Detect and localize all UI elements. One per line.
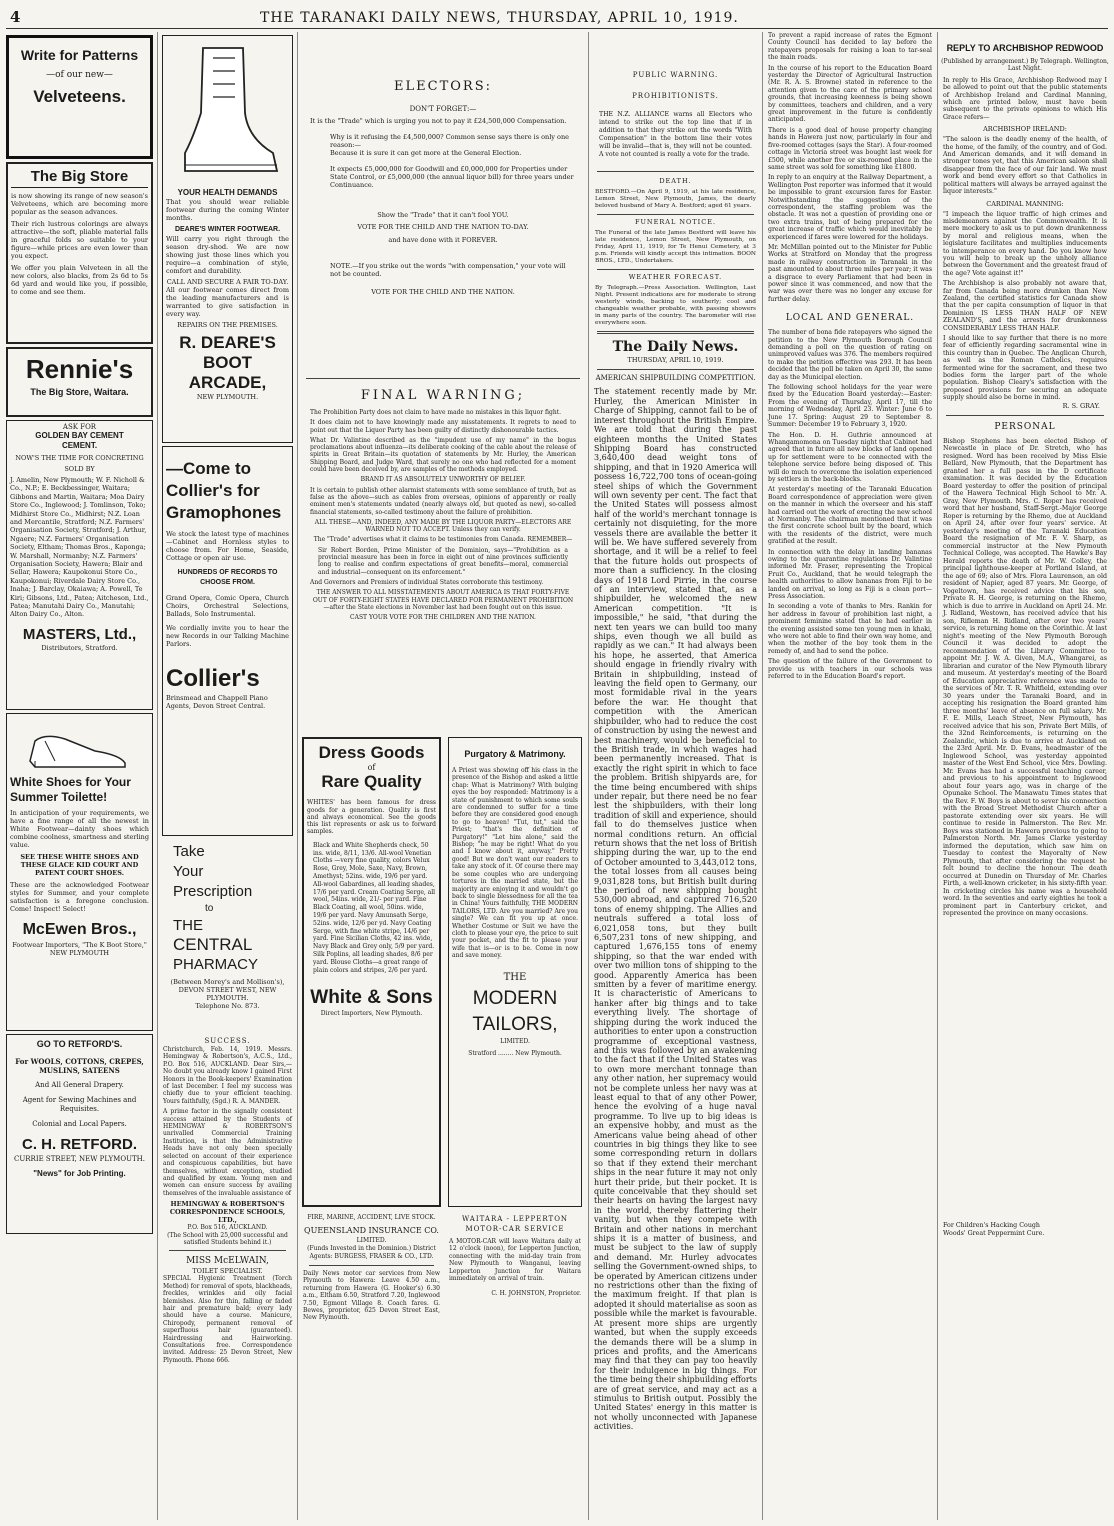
personal-body: Bishop Stephens has been elected Bishop of Newcastle in place of Dr. Stretch, who has resigned. Word has been received by Miss Elsie Bellard, New Plymouth, that the Department has granted her a full pass in the D certificate examination. It was decided by the Education Board yesterday to offer the position of principal of the Hawera Technical High School to Mr. A. Gray, New Plymouth. Mrs. C. Roper has received word that her husband, Staff-Sergt.-Major George Roper is returning by the Rhemo, due at Auckland on April 24, after over four years' service. At yesterday's meeting of the Taranaki Education Board the resignation of Mr. F. V. Sharp, as commercial instructor at the New Plymouth Technical College, was accepted. The Hawke's Bay Herald reports the death of Mr. W. Colley, the principal lighthouse-keeper at Portland Island, at the age of 69; also of Mrs. Flora Laurenson, an old resident of Napier, aged 87 years. Mr. George, of Vogeltown, has received advice that his son, Private R. H. George, is returning on the Rhemo, which is due to arrive in Auckland on April 24. Mr. J. Ridland, Westown, has received advice that his son, Rifleman H. Ridland, after over two years' service, is returning home on the Corinthic. At last night's meeting of the New Plymouth Borough Council it was decided to adopt the recommendation of the Library Committee to appoint Mr. J. W. A. Given, M.A., Whangarei, as librarian and curator of the New Plymouth library and museum. At yesterday's meeting of the Board of Education appreciative reference was made to the services of Mr. T. R. Whitfield, extending over 30 years under the Taranaki Board, and in accepting his resignation the Board granted him three months' leave of absence on full salary. Mr. F. E. Mills, Leach Street, New Plymouth, has received advice that his son, Private Bert Mills, of the 32nd Reinforcements, is returning on the Zealandic, which is due to arrive at Auckland on the 23rd April. Mr. D. Evans, headmaster of the Inglewood School, was yesterday appointed master of the West End School, vice Mrs. Dowling. Mr. Evans has had a successful teaching career, and previous to his appointment to Inglewood about four years ago, was in charge of the Opunake School. The Manawatu Times states that the Rev. F. W. Boys is about to sever his connection with the Broad Street Methodist Church after a pastorate extending over six years. He will continue to reside in Palmerston. The Rev. Mr. Boys was stationed in Hawera previous to going to Palmerston North. Mr. James Clarke yesterday informed the deputation, which saw him on Tuesday to contest the Mayoralty of New Plymouth, that after considering the request he felt bound to decline the honour. The death occurred at Dunedin on Thursday of Mr. Charles Firth, a well-known cricketer, in his sixty-fifth year. In cricketing circles his name was a household word. In the seventies and early eighties he took a prominent part in Canterbury cricket, and represented the province on many occasions. xyxy=(943,437,1107,918)
retford-address: CURRIE STREET, NEW PLYMOUTH. xyxy=(14,1155,145,1163)
pharmacy-word: PHARMACY xyxy=(173,956,259,973)
electors-8: NOTE.—If you strike out the words "with compensation," your vote will not be counted. xyxy=(330,262,566,279)
masters-name: MASTERS, Ltd., xyxy=(22,625,137,643)
tailors-modern: MODERN xyxy=(472,987,558,1009)
shoes-title: White Shoes for Your Summer Toilette! xyxy=(10,775,131,804)
electors-5: Show the "Trade" that it can't fool YOU. xyxy=(377,211,509,220)
velveteens-heading: Velveteens. xyxy=(33,87,126,106)
insurance-ad xyxy=(300,1214,443,1520)
shoes-see: SEE THESE WHITE SHOES AND THESE GLACE KID COURT AND PATENT COURT SHOES. xyxy=(20,853,139,877)
lg-para-7: The question of the failure of the Government to provide us with teachers in our schools was referred to in the Education Board's report. xyxy=(768,658,932,681)
insurance-head: FIRE, MARINE, ACCIDENT, LIVE STOCK. xyxy=(307,1214,436,1221)
boot-illustration xyxy=(173,43,283,183)
your-word: Your xyxy=(173,863,204,880)
electors-7: and have done with it FOREVER. xyxy=(388,236,498,245)
death-notice: BESTFORD.—On April 9, 1919, at his late residence, Lemon Street, New Plymouth, James, the dearly beloved husband of Mary A. Bestford; aged 61 years. xyxy=(595,188,756,209)
dress-list: Black and White Shepherds check, 50 ins. wide, 8/11, 13/6. All-wool Venetian Cloths —very fine quality, colors Velux Rose, Grey, Mole, Saxe, Navy, Brown, Amethyst; 52ins. wide, 19/6 per yard. All-wool Gabardines, all leading shades, 17/6 per yard. Cream Coating Serge, all wool, 54ins. wide, 21/- per yard. Fine Black Coating, all wool, 50ins. wide, 19/6 per yard. Navy Amunsath Serge, 52ins. wide, 12/6 per yd. Navy Coating Serge, with fine white stripe, 14/6 per yard. Fine Sicilian Cloths, 42 ins. wide, Navy Black and Grey only, 5/9 per yard. Silk Poplins, all leading shades, 8/6 per yard. Blouse Cloths—a great range of plain colors and stripes, 2/6 per yard. xyxy=(313,841,436,974)
retford-agent: Agent for Sewing Machines and Requisites. xyxy=(22,1096,137,1113)
public-warning-body: THE N.Z. ALLIANCE warns all Electors who intend to strike out the top line that if in addition to that they strike out the words "With Compensation" in the bottom line their votes will be invalid—that is, they will not be counted. A vote not counted is really a vote for the trade. xyxy=(599,110,752,158)
fw-2: It does claim not to have knowingly made any misstatements. It regrets to need to point out that the Liquor Party has been guilty of distinctly dishonourable tactics. xyxy=(310,419,576,434)
purgatory-body: A Priest was showing off his class in the presence of the Bishop and asked a little chap: What is Matrimony? With bulging eyes the boy responded: Matrimony is a state of punishment to which some souls are condemned to suffer for a time before they are considered good enough to go to heaven! "Tut, tut," said the Priest; "that's the definition of Purgatory!" "Let him alone," said the Bishop; "he may be right! What do you and I know about it, anyway." Pretty good! But we don't want our readers to take any stock of it. Of course there may be some couples who are undergoing tortures in the married state, but the majority are enjoying it and wouldn't go back to single blessedness for all the tea in China! Yours faithfully, THE MODERN TAILORS, LTD. Are you married? Are you single? We can fit you up at once. Whether Costume or Suit we have the cloth to please your eye, the price to suit your pocket, and the fit to please your wife that is—or is to be. Come in now and save money. xyxy=(452,767,578,960)
column-rule xyxy=(937,32,938,1520)
to-word: to xyxy=(205,903,214,914)
big-store-title: The Big Store xyxy=(11,167,148,188)
column-rule xyxy=(762,32,763,1520)
retford-ad xyxy=(6,1034,153,1234)
prescription-word: Prescription xyxy=(173,883,253,900)
retford-papers: Colonial and Local Papers. xyxy=(32,1120,127,1128)
fw-7: The "Trade" advertises what it claims to be testimonies from Canada. REMEMBER— xyxy=(313,536,573,544)
rare-quality: Rare Quality xyxy=(321,772,422,792)
dont-forget: DON'T FORGET:— xyxy=(409,105,477,113)
dateline: THURSDAY, APRIL 10, 1919. xyxy=(627,356,724,365)
come-to: —Come to xyxy=(166,459,251,478)
lg-para-2: The following school holidays for the year were fixed by the Education Board yesterday:—Easter: From the evening of Thursday, April 17, till the morning of Wednesday, April 23. Winter: June 6 to June 17. Spring: August 29 to September 8. Summer: December 19 to February 3, 1920. xyxy=(768,384,932,429)
reply-body-2: The Archbishop is also probably not aware that, far from Canada being more drunken than New Zealand, the certified statistics for Canada show that the per capita consumption of liquor in that Dominion IS LESS THAN HALF OF NEW ZEALAND'S, and the arrests for drunkenness CONSIDERABLY LESS THAN HALF. xyxy=(943,280,1107,332)
white-shoes-ad xyxy=(6,713,153,1031)
the-word: THE xyxy=(173,917,203,934)
fw-8: Sir Robert Borden, Prime Minister of the Dominion, says—"Prohibition as a provincial measure has been in force in eight out of nine provinces sufficiently long to realise and confirm expectations of great benefits—moral, commercial and industrial—consequent on its enforcement." xyxy=(318,546,568,576)
whites-ad xyxy=(300,734,443,1209)
success-body: A prime factor in the signally consistent success attained by the Students of HEMINGWAY & ROBERTSON'S unrivalled Commercial Training Institution, is that the Administrative Heads have not only been specially selected on account of their experience and conspicuous capabilities, but have themselves, without exception, studied and qualified by exam. Young men and women can ensure success by availing themselves of the invaluable assistance of xyxy=(163,1108,292,1197)
fw-9: And Governors and Premiers of individual States corroborate this testimony. xyxy=(310,578,544,586)
mcewen-name: McEwen Bros., xyxy=(22,921,137,938)
repairs: REPAIRS ON THE PREMISES. xyxy=(177,321,278,329)
death-heading: DEATH. xyxy=(659,176,692,185)
column-2 xyxy=(160,32,295,1520)
mcelwain-body: SPECIAL Hygienic Treatment (Torch Method) for removal of spots, blackheads, freckles, wrinkles and oily facial blemishes. Also for thin, falling or faded hair and premature bald; every lady should have a course. Manicure, Chiropody, permanent removal of superfluous hair (guaranteed). Hairdressing and Hairworking. Consultations free. Correspondence invited. Address: 25 Devon Street, New Plymouth. Phone 666. xyxy=(163,1275,292,1364)
page-number: 4 xyxy=(10,8,21,26)
personal-heading: PERSONAL xyxy=(994,421,1056,432)
column-1 xyxy=(4,32,155,1520)
tailors-name: TAILORS, xyxy=(472,1013,558,1035)
tailors-the: THE xyxy=(503,971,527,983)
electors-1: It is the "Trade" which is urging you not to pay it £24,500,000 Compensation. xyxy=(310,117,567,126)
fw-5: It is certain to publish other alarmist statements with some semblance of truth, but as false as the above—such as cables from overseas, opinions of apparently or really eminent men's statements undated (nearly always old, but quoted as new), so-called financial statements, so-called testimony about the failure of prohibition. xyxy=(310,486,576,516)
big-store-text-1: is now showing its range of new season's Velveteens, which are becoming more popular as the season advances. xyxy=(11,192,148,216)
dress-goods: Dress Goods xyxy=(318,743,425,762)
public-warning: PUBLIC WARNING. xyxy=(632,71,719,79)
peppermint-cure: Woods' Great Peppermint Cure. xyxy=(943,1229,1045,1237)
electors-4: It expects £5,000,000 for Goodwill and £0,000,000 for Properties under State Control, or £5,000,000 (the annual liquor bill) for three years under Continuance. xyxy=(330,165,574,190)
modern-tailors-ad xyxy=(446,734,584,1209)
manning-body: "I impeach the liquor traffic of high crimes and misdemeanors against the Commonwealth. It is mere mockery to ask us to put down drunkenness by moral and religious means, when the legislature facilitates and multiplies inducements to intemperance on every hand. Do you know how you will help to break up the unholy alliance between the Government and the greatest fraud of the age? Vote against it!" xyxy=(943,210,1107,277)
fw-3: What Dr. Valintine described as the "impudent use of my name" in the bogus proclamations about influenza—its deliberate cooking of the cable about the release of spirits in Great Britain—its quotation of statements by Mr. Hurley, the American Shipping Board, and Judge Ward, that surely no one who had reflected for a moment could have been deceived by, are samples of the methods employed. xyxy=(310,436,576,474)
masthead-rule xyxy=(6,28,1108,29)
colliers-sub: Brinsmead and Chappell Piano Agents, Devon Street Central. xyxy=(166,694,268,710)
cement-ask: ASK FOR xyxy=(62,423,97,431)
success-letter: Christchurch, Feb. 14, 1919. Messrs. Hemingway & Robertson's, A.C.S., Ltd., P.O. Box 516, AUCKLAND. Dear Sirs,— No doubt you already know I gained First Honors in the Book-keepers' Examination of last December. I feel my success was chiefly due to your efficient teaching. Yours faithfully, (Sgd.) R. A. MANDER. xyxy=(163,1046,292,1105)
electors-ad xyxy=(300,32,586,374)
deares-winter: DEARE'S WINTER FOOTWEAR. xyxy=(174,226,281,233)
patterns-sub: —of our new— xyxy=(46,70,113,80)
cement-now: NOW'S THE TIME FOR CONCRETING xyxy=(15,454,144,463)
shoes-close: These are the acknowledged Footwear styles for Summer, and your complete satisfaction is a foregone conclusion. Come! Inspect! Select! xyxy=(10,881,149,913)
colliers-ad xyxy=(162,446,293,836)
pharmacy-ad xyxy=(162,839,293,1033)
lg-para-6: In seconding a vote of thanks to Mrs. Rankin for her address in favour of prohibition last night, a prominent feminine stated that he had earlier in the evening assisted some ten young men in khaki, who were not able to find their own way home, and when the mother of the boy took them in the remedy of, and had to send the police. xyxy=(768,603,932,655)
waitara-title: WAITARA - LEPPERTON MOTOR-CAR SERVICE xyxy=(461,1215,569,1233)
column-3 xyxy=(300,32,586,1520)
funeral-notice: The Funeral of the late James Bestford will leave his late residence, Lemon Street, New Plymouth, on Friday, April 11, 1919, for Te Henui Cemetery, at 3 p.m. Friends will kindly accept this intimation. BOON BROS., LTD., Undertakers. xyxy=(595,230,756,265)
masthead xyxy=(0,8,1114,30)
ireland-body: "The saloon is the deadly enemy of the health, of the home, of the family, of the country, and of God. And American demands, and it will demand in stronger tones yet, that this American saloon shall disappear from the face of our fair land. We must work and bend every effort so that Catholics in political matters will always be arrayed against the liquor interests." xyxy=(943,136,1107,196)
weather-heading: WEATHER FORECAST. xyxy=(628,273,723,282)
colliers-name: Collier's xyxy=(166,665,260,692)
cement-sold: SOLD BY xyxy=(64,464,95,473)
big-store-ad xyxy=(6,162,153,344)
tailors-address: Stratford ........ New Plymouth. xyxy=(468,1049,562,1057)
dress-of: of xyxy=(367,763,376,772)
patterns-ad xyxy=(6,35,153,159)
job-printing: "News" for Job Printing. xyxy=(33,1169,126,1178)
children-cough: For Children's Hacking Cough xyxy=(943,1221,1040,1229)
electors-3: Because it is sure it can get more at the General Election. xyxy=(330,149,522,158)
white-shoe-illustration xyxy=(25,721,135,771)
central-word: CENTRAL xyxy=(173,935,253,954)
queensland-name: QUEENSLAND INSURANCE CO. xyxy=(304,1226,439,1235)
cement-sellers: J. Amelin, New Plymouth; W. F. Nicholl & Co., N.P.; E. Beckbessinger, Waitara; Gibbons and Martin, Waitara; Moa Dairy Store Co., Inglewood; J. Tomlinson, Toko; Midhirst Store Co., Midhirst; N.Z. Loan and Mercantile, Stratford; N.Z. Farmers' Organisation Society, Stratford; J. Arthur, Ngaere; N.Z. Farmers' Organisation Society, Eltham; Thomas Bros., Kaponga; W. Marshall, Normanby; N.Z. Farmers' Organisation Society, Hawera; Blair and Sellar, Hawera; Kaupokonui Store Co., Kaupokonui; Riverdale Dairy Store Co., Inaha; J. Barclay, Okaiawa; A. Powell, Te Kiri; Gibsons, Ltd., Patea; Aitcheson, Ltd., Patea; Manutahi Dairy Co., Manutahi; Alton Dairy Co., Alton. xyxy=(10,475,149,619)
column-rule xyxy=(157,32,158,1520)
masters-sub: Distributors, Stratford. xyxy=(41,643,118,652)
rennies-ad xyxy=(6,347,153,417)
final-warning-ad xyxy=(300,383,586,741)
daily-news-title: The Daily News. xyxy=(612,339,739,356)
hemingway-note: (The School with 25,000 successful and satisfied Students behind it.) xyxy=(167,1231,288,1246)
gramophones: Gramophones xyxy=(166,503,282,522)
white-sons-sub: Direct Importers, New Plymouth. xyxy=(320,1010,423,1018)
fw-11: CAST YOUR VOTE FOR THE CHILDREN AND THE NATION. xyxy=(350,614,536,622)
success-ad xyxy=(160,1036,295,1364)
reply-signature: R. S. GRAY. xyxy=(1062,401,1100,410)
purgatory-title: Purgatory & Matrimony. xyxy=(464,749,566,759)
colliers-for: Collier's for xyxy=(166,481,260,500)
gram-body-2: Grand Opera, Comic Opera, Church Choirs, Orchestral Selections, Ballads, Solo Instrumental. xyxy=(166,594,289,618)
local-para-5: Mr. McMillan pointed out to the Minister for Public Works at Stratford on Monday that the progress made in railway construction in Taranaki in the past amounted to about three miles per year; it was a disgrace to every Parliament that had been in power since it was commenced, and now that the war was over there was no longer any excuse for further delay. xyxy=(768,243,932,303)
lg-para-5: In connection with the delay in landing bananas owing to the quarantine regulations Dr. Valintine informed Mr. Fraser, representing the Tropical Fruit Co., Auckland, that he would telegraph the health authorities to allow bananas from Fiji to be landed on arrival, so long as Fiji is a clean port—Press Association. xyxy=(768,548,932,601)
big-store-text-3: We offer you plain Velveteen in all the new colors, also blacks, from 2s 6d to 5s 6d yard and would like you, if possible, to come and see them. xyxy=(11,264,148,296)
local-para-4: In reply to an enquiry at the Railway Department, a Wellington Post reporter was informed that it would be impossible to grant excursion fares for Easter. Notwithstanding the suggestion of the correspondent, the staffing problem was the obstacle. It was not a question of providing one or two extra trains, but of being prepared for the great increase of traffic which would inevitably be experienced if fares were lowered for the holidays. xyxy=(768,174,932,241)
lg-para-4: At yesterday's meeting of the Taranaki Education Board correspondence of appreciation were given on the manner in which the overseer and his staff had carried out the work of erecting the new school at Normanby. The chairman mentioned that it was the first concrete school built by the board, which with the residents of the district, were much gratified at the result. xyxy=(768,486,932,546)
deares-name: R. DEARE'S BOOT ARCADE, xyxy=(179,333,276,392)
hundreds-records: HUNDREDS OF RECORDS TO CHOOSE FROM. xyxy=(177,569,278,586)
shipbuilding-body: The statement recently made by Mr. Hurley, the American Minister in Charge of Shipping, cannot fail to be of interest throughout the British Empire. We are told that during the past eighteen months the United States Shipping Board has constructed 3,640,400 dead weight tons of shipping, and that in 1920 America will possess 16,722,700 tons of ocean-going steel ships of which the Government will own seventy per cent. The fact that the United States will possess almost half of the world's merchant tonnage is certainly not disquieting, for the more vessels there are available the better it will be. We have suffered severely from shortage, and it will be a relief to feel that the future holds out prospects of more than a sufficiency. In the closing days of 1918 Lord Pirrie, in the course of an interview, stated that, as a shipbuilder, he welcomed the new American competition. "It is impossible," he said, "that during the next ten years we can build too many ships, even though we all build as rapidly as we can." It had always been his hope, he asserted, that America should engage in friendly rivalry with Britain in shipbuilding, instead of leaving the field open to Germany, our most formidable rival in the years before the war. He thought that competition with the American shipbuilder, who had to reduce the cost of construction by using the newest and best machinery, would be beneficial to the British trade, in which wages had been permanently increased. That is exactly the right spirit in which to face the problem. British shipyards are, for the time being encumbered with ships under repair, but there need be no fear lest the shipbuilders, with their long tradition of skill and experience, should fail to do themselves justice when normal conditions return. An official return shows that the net loss of British shipping during the war, up to the end of October amounted to 3,443,012 tons, the total losses from all causes being 9,031,828 tons, but British built during the period of new shipping bought 530,000 abroad, and captured 716,520 tons of enemy shipping. The Allies and neutrals suffered a total loss of 6,021,058 tons, but they built 6,507,231 tons of new shipping, and captured 1,676,155 tons of enemy shipping, so that the war ended with over two million tons of shipping to the good. Apparently America has been smitten by a fever of maritime energy. It is characteristic of Americans to hanker after big things and to take everything lively. The shortage of shipping during the work induced the authorities to enter upon a construction programme of exceptional vastness, and this was followed by an awakening to the fact that if the United States was to own more merchant tonnage than any other nation, her supremacy would not be complete unless her navy was at least equal to that of any other Power, hence the evolving of a huge naval programme. To live up to big ideas is an expensive hobby, and must as the Americans value being ahead of other countries in big things they like to see some corresponding return in dollars so that if they extend their merchant ships in the near future it may not only hurt their pride, but their pocket. It is quite conceivable that they should set their hearts on having the largest navy in the world, thereby flattering their vanity, but when they compete with Britain and other nations in merchant ships it is a matter of business, and must be subject to the law of supply and demand. Mr. Hurley advocates selling the Government-owned ships, to be operated by American citizens under no restrictions other than the fixing of the maximum freight. If that plan is adopted it should materialise as soon as possible while the market is favourable. At present more ships are urgently wanted, but when the supply exceeds the demands there will be a slump in prices and profits, and the Americans may find that they can pay too heavily for their indulgence in big things. For the time being their shipbuilding efforts are of great service, and may act as a stimulus to British output. Possibly the United States' energy in this matter is not wholly unconnected with Japanese activities. xyxy=(594,387,757,1432)
queensland-body: (Funds Invested in the Dominion.) District Agents: BURGESS, FRASER & CO., LTD. xyxy=(307,1245,436,1260)
reply-body: In reply to His Grace, Archbishop Redwood may I be allowed to point out that the public statements of Archbishop Ireland and Cardinal Manning, which are printed below, must have been subsequent to the private opinions to which His Grace refers— xyxy=(943,76,1107,121)
hemingway-name: HEMINGWAY & ROBERTSON'S CORRESPONDENCE SCHOOLS, LTD., xyxy=(169,1200,286,1225)
gram-body: We stock the latest type of machines—Cabinet and Hornless styles to choose from. For Home, Seaside, Cottage or open air use. xyxy=(166,530,289,562)
electors-heading: ELECTORS: xyxy=(394,79,492,94)
reply-body-3: I should like to say further that there is no more fear of efficiently regarding sacramental wine in this country than in Quebec. The Anglican Church, as well as the Roman Catholics, requires fermented wine for the sacrament, and these two bodies form the larger part of the whole population. Bishop Cleary's satisfaction with the proposed provisions for securing an adequate supply should also be borne in mind. xyxy=(943,335,1107,402)
cement-title-2: CEMENT. xyxy=(61,441,98,451)
mcewen-sub: Footwear Importers, "The K Boot Store," NEW PLYMOUTH xyxy=(12,941,147,957)
patterns-heading: Write for Patterns xyxy=(20,47,139,63)
retford-list: For WOOLS, COTTONS, CREPES, MUSLINS, SATEENS xyxy=(15,1057,144,1075)
deares-ad xyxy=(162,35,293,443)
daily-news-motor: Daily News motor car services from New Plymouth to Hawera: Leave 4.50 a.m., returning from Hawera (G. Hooker's) 6.30 a.m., Eltham 6.50, Stratford 7.20, Inglewood 7.50, Egmont Village 8. Coach fares. G. Bewes, proprietor, 625 Devon Street East, New Plymouth. xyxy=(303,1270,440,1322)
white-sons-name: White & Sons xyxy=(310,987,433,1009)
pharmacy-address: (Between Morey's and Mollison's), DEVON STREET WEST, NEW PLYMOUTH. xyxy=(170,978,285,1002)
column-rule xyxy=(297,32,298,1520)
mcelwain-sub: TOILET SPECIALIST. xyxy=(192,1267,263,1276)
success-title: SUCCESS. xyxy=(204,1037,251,1045)
masthead-title: THE TARANAKI DAILY NEWS, THURSDAY, APRIL 10, 1919. xyxy=(260,10,739,26)
waitara-ad xyxy=(446,1214,584,1520)
ireland-heading: ARCHBISHOP IRELAND: xyxy=(983,125,1067,134)
fw-1: The Prohibition Party does not claim to have made no mistakes in this liquor fight. xyxy=(310,409,562,416)
waitara-sig: C. H. JOHNSTON, Proprietor. xyxy=(491,1290,581,1298)
manning-heading: CARDINAL MANNING: xyxy=(986,199,1064,208)
column-4 xyxy=(591,32,760,1520)
fw-10: THE ANSWER TO ALL MISSTATEMENTS ABOUT AMERICA IS THAT FORTY-FIVE OUT OF FORTY-EIGHT STATES HAVE DECLARED FOR PERMANENT PROHIBITION—after the State elections in November last had been fought out on this issue. xyxy=(312,589,574,611)
cement-title: GOLDEN BAY CEMENT xyxy=(35,431,124,441)
hemingway-address: P.O. Box 516, AUCKLAND. xyxy=(187,1224,268,1232)
final-warning-heading: FINAL WARNING; xyxy=(360,388,526,403)
retford-go: GO TO RETFORD'S. xyxy=(36,1039,123,1049)
deares-sub: NEW PLYMOUTH. xyxy=(196,393,259,401)
lg-para-1: The number of bona fide ratepayers who signed the petition to the New Plymouth Borough Council demanding a poll on the question of rating on unimproved values was 376. The members required to make the petition effective was 293. It has been decided that the poll be taken on April 30, the same day as the Municipal election. xyxy=(768,329,932,381)
electors-9: VOTE FOR THE CHILD AND THE NATION. xyxy=(371,288,515,297)
shipbuilding-title: AMERICAN SHIPBUILDING COMPETITION. xyxy=(595,374,756,383)
local-para-3: There is a good deal of house property changing hands in Hawera just now, particularly in four and five-roomed cottages (says the Star). A four-roomed cottage in Victoria street was bought last week for £500, while another five or six-roomed place in the same street was sold for something like £1800. xyxy=(768,126,932,171)
reply-sub: (Published by arrangement.) By Telegraph. Wellington, Last Night. xyxy=(941,58,1109,73)
dress-body: WHITES' has been famous for dress goods for a generation. Quality is first and always economical. See the goods this list represents or ask us to forward samples. xyxy=(307,799,436,836)
cement-ad xyxy=(6,420,153,710)
electors-2: Why is it refusing the £4,500,000? Common sense says there is only one reason:— xyxy=(330,133,569,150)
local-para-2: In the course of his report to the Education Board yesterday the Director of Agricultural Instruction (Mr. R. A. S. Browne) stated in reference to the attention given to the care of the primary school grounds, that increasing keenness is being shown by committees, teachers and children, and a very great improvement in the future is confidently anticipated. xyxy=(768,64,932,124)
gram-body-3: We cordially invite you to hear the new Records in our Talking Machine Parlors. xyxy=(166,624,289,648)
health-body: That you should wear reliable footwear during the coming Winter months. xyxy=(166,198,289,222)
big-store-text-2: Their rich lustrous colorings are always attractive—the soft, pliable material falls in graceful folds so suitable to your figure—while prices are even lower than you expect. xyxy=(11,220,148,260)
tailors-limited: LIMITED. xyxy=(500,1037,530,1045)
waitara-body: A MOTOR-CAR will leave Waitara daily at 12 o'clock (noon), for Lepperton Junction, connecting with the mid-day train from New Plymouth to Wanganui, leaving Lepperton Junction for Waitara immediately on arrival of train. xyxy=(449,1238,581,1283)
local-general-heading: LOCAL AND GENERAL. xyxy=(785,313,915,324)
lg-para-3: The Hon. D. H. Guthrie announced at Whangamomona on Tuesday night that Cabinet had agreed that in future all new blocks of land opened up for settlement were to be connected with the telephone service before being disposed of. This will do much to overcome the isolation experienced by settlers in the back-blocks. xyxy=(768,431,932,483)
retford-general: And All General Drapery. xyxy=(35,1081,124,1089)
take-word: Take xyxy=(173,843,205,860)
mcelwain-name: MISS McELWAIN, xyxy=(186,1256,269,1267)
shoes-body: In anticipation of your requirements, we have a fine range of all the newest in White Footwear—dainty shoes which combine coolness, smartness and sterling value. xyxy=(10,809,149,849)
column-rule xyxy=(588,32,589,1520)
rennies-sub: The Big Store, Waitara. xyxy=(30,387,129,397)
funeral-heading: FUNERAL NOTICE. xyxy=(634,217,717,226)
health-body-3: All our footwear comes direct from the leading manufacturers and is warranted to give satisfaction in every way. xyxy=(166,286,289,318)
electors-6: VOTE FOR THE CHILD AND THE NATION TO-DAY. xyxy=(357,223,529,232)
local-para-1: To prevent a rapid increase of rates the Egmont County Council has decided to lay before the ratepayers proposals for raising a loan to tar-seal the main roads. xyxy=(768,32,932,62)
fw-6: ALL THESE—AND, INDEED, ANY MADE BY THE LIQUOR PARTY—ELECTORS ARE WARNED NOT TO ACCEPT. Unless they can verify. xyxy=(314,518,572,534)
health-body-2: Will carry you right through the season dry-shod. We are now showing just those lines which you require—a combination of style, comfort and durability. xyxy=(166,235,289,275)
health-title: YOUR HEALTH DEMANDS xyxy=(177,188,278,197)
call-secure: CALL AND SECURE A FAIR TO-DAY. xyxy=(166,278,289,286)
retford-name: C. H. RETFORD. xyxy=(22,1136,137,1153)
pharmacy-telephone: Telephone No. 873. xyxy=(195,1002,260,1010)
rennies-name: Rennie's xyxy=(25,354,134,384)
reply-heading: REPLY TO ARCHBISHOP REDWOOD xyxy=(946,43,1104,53)
queensland-ltd: LIMITED. xyxy=(356,1237,387,1244)
weather-body: By Telegraph.—Press Association. Wellington, Last Night. Present indications are for moderate to strong westerly winds, backing to southerly; cool and changeable weather probable, with passing showers in many parts of the country. The barometer will rise everywhere soon. xyxy=(595,285,756,327)
column-6 xyxy=(940,32,1110,1520)
prohibitionists: PROHIBITIONISTS. xyxy=(632,92,719,101)
fw-4: BRAND IT AS ABSOLUTELY UNWORTHY OF BELIEF. xyxy=(360,476,526,484)
column-5 xyxy=(765,32,935,1520)
